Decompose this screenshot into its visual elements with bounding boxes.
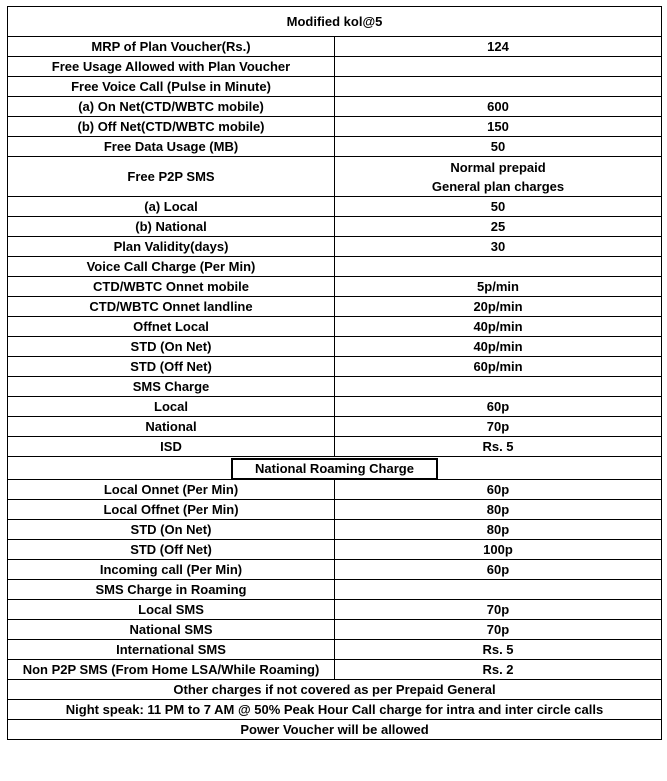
row-label: Local SMS [8,600,335,620]
row-label: Local Onnet (Per Min) [8,480,335,500]
table-row [8,277,662,297]
row-value: 25 [335,217,662,237]
row-label: CTD/WBTC Onnet landline [8,297,335,317]
row-label: (a) Local [8,197,335,217]
table-row [8,377,662,397]
footer-row [8,700,662,720]
table-row [8,237,662,257]
footer-note: Other charges if not covered as per Prepaid General [8,680,662,700]
footer-note: Night speak: 11 PM to 7 AM @ 50% Peak Hour Call charge for intra and inter circle calls [8,700,662,720]
row-label: Voice Call Charge (Per Min) [8,257,335,277]
row-value: 70p [335,417,662,437]
row-value [335,257,662,277]
table-row [8,417,662,437]
row-label: ISD [8,437,335,457]
row-value: 5p/min [335,277,662,297]
title-row [8,7,662,37]
footer-section [8,680,662,740]
table-row [8,257,662,277]
table-row [8,317,662,337]
table-row [8,217,662,237]
row-label: Incoming call (Per Min) [8,560,335,580]
row-label: CTD/WBTC Onnet mobile [8,277,335,297]
table-row [8,397,662,417]
row-label: National [8,417,335,437]
row-value: 30 [335,237,662,257]
tariff-table [7,6,662,740]
roaming-header-row [8,457,662,480]
row-value: Rs. 5 [335,640,662,660]
table-row [8,500,662,520]
table-row [8,297,662,317]
row-label: STD (On Net) [8,520,335,540]
table-row [8,37,662,57]
row-label: STD (On Net) [8,337,335,357]
tariff-sheet [7,6,662,776]
table-row [8,137,662,157]
row-value: 80p [335,520,662,540]
table-row [8,520,662,540]
row-value [335,77,662,97]
row-label: (b) National [8,217,335,237]
row-label: STD (Off Net) [8,357,335,377]
row-label: Free P2P SMS [8,157,335,197]
row-value: 80p [335,500,662,520]
row-label: Local Offnet (Per Min) [8,500,335,520]
row-value: 50 [335,137,662,157]
row-label: STD (Off Net) [8,540,335,560]
row-value: 150 [335,117,662,137]
table-row [8,197,662,217]
table-row [8,97,662,117]
row-value: Rs. 2 [335,660,662,680]
row-value: 70p [335,600,662,620]
roaming-header-cell [8,457,662,480]
row-value: 50 [335,197,662,217]
table-row [8,660,662,680]
row-value [335,57,662,77]
row-value: 100p [335,540,662,560]
table-row [8,117,662,137]
row-value: 20p/min [335,297,662,317]
row-value: 600 [335,97,662,117]
table-row [8,337,662,357]
table-row [8,540,662,560]
row-label: Free Voice Call (Pulse in Minute) [8,77,335,97]
row-value: 60p [335,397,662,417]
table-row [8,640,662,660]
table-row [8,437,662,457]
row-value: 60p [335,560,662,580]
table-row [8,620,662,640]
table-row [8,57,662,77]
row-label: SMS Charge in Roaming [8,580,335,600]
row-value: 40p/min [335,317,662,337]
row-label: MRP of Plan Voucher(Rs.) [8,37,335,57]
row-label: National SMS [8,620,335,640]
table-row [8,77,662,97]
row-value: 124 [335,37,662,57]
table-row [8,560,662,580]
p2p-value-line1: Normal prepaid [450,159,546,175]
footer-row [8,680,662,700]
row-label: Free Usage Allowed with Plan Voucher [8,57,335,77]
roaming-section [8,480,662,680]
row-label: (a) On Net(CTD/WBTC mobile) [8,97,335,117]
p2p-row [8,157,662,197]
row-value: 60p [335,480,662,500]
row-label: Non P2P SMS (From Home LSA/While Roaming) [8,660,335,680]
plan-title: Modified kol@5 [8,7,662,37]
row-value: 60p/min [335,357,662,377]
p2p-value-line2: General plan charges [431,178,565,194]
row-value: 40p/min [335,337,662,357]
charges-section [8,197,662,457]
table-row [8,580,662,600]
table-row [8,480,662,500]
row-value: 70p [335,620,662,640]
row-label: Local [8,397,335,417]
row-value [335,580,662,600]
table-row [8,600,662,620]
row-value [335,157,662,197]
row-label: Plan Validity(days) [8,237,335,257]
table-row [8,357,662,377]
row-value: Rs. 5 [335,437,662,457]
row-label: Offnet Local [8,317,335,337]
row-label: International SMS [8,640,335,660]
row-label: SMS Charge [8,377,335,397]
footer-row [8,720,662,740]
row-label: Free Data Usage (MB) [8,137,335,157]
row-label: (b) Off Net(CTD/WBTC mobile) [8,117,335,137]
footer-note: Power Voucher will be allowed [8,720,662,740]
roaming-header: National Roaming Charge [231,458,438,480]
row-value [335,377,662,397]
plan-section [8,37,662,157]
